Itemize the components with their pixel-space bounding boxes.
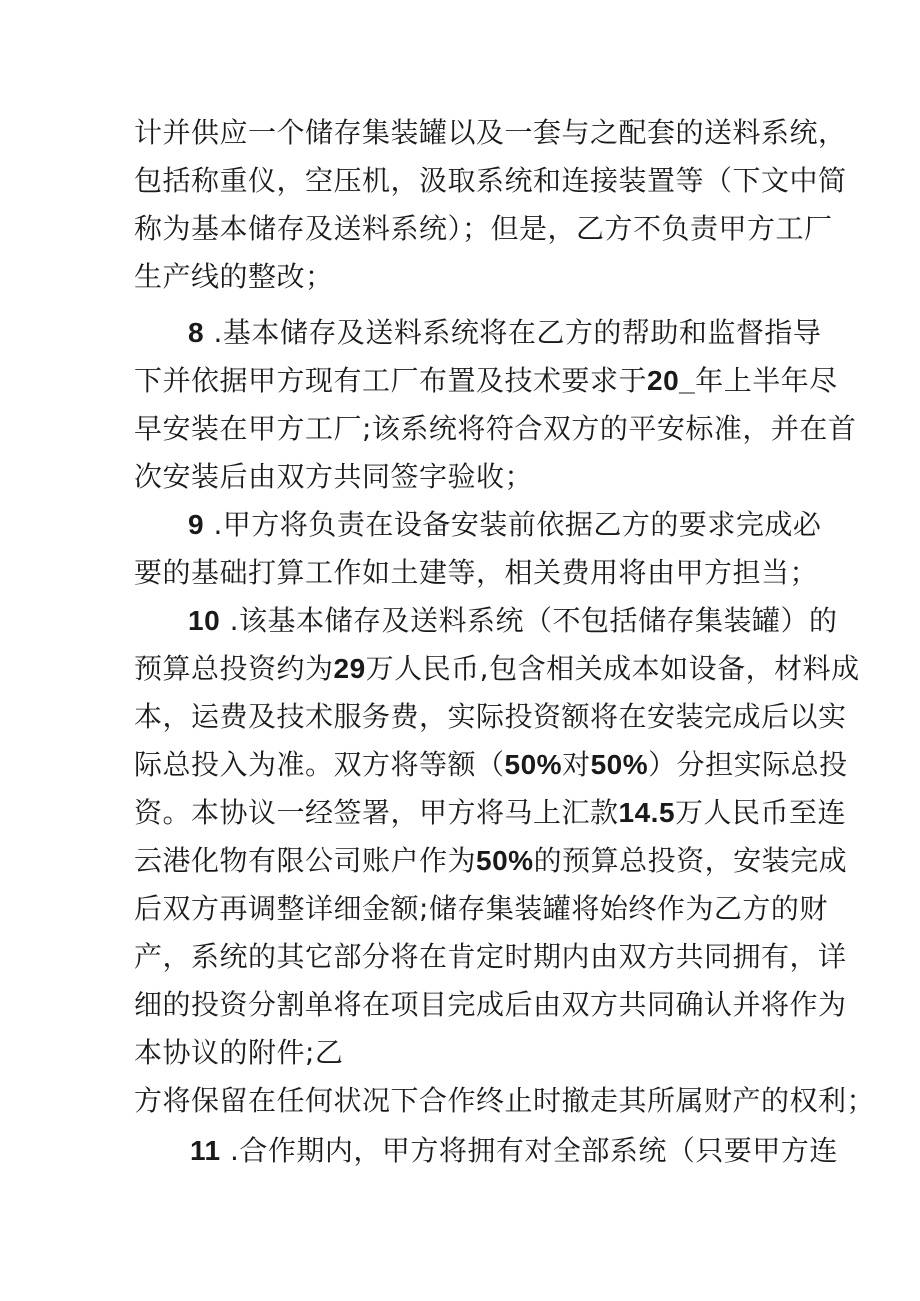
text-line [134, 982, 847, 1028]
item-number: 10 [188, 605, 221, 636]
line-text: 对 [562, 748, 591, 781]
line-text: 次安装后由双方共同签字验收； [134, 460, 534, 493]
line-text: 细的投资分割单将在项目完成后由双方共同确认并将作为 [134, 988, 847, 1021]
amount-value: 14.5 [618, 797, 676, 828]
text-line [134, 646, 860, 692]
line-text: 早安装在甲方工厂;该系统将符合双方的平安标准，并在首 [134, 412, 857, 445]
line-text: 万人民币,包含相关成本如设备，材料成 [365, 652, 860, 685]
paragraph-start-11 [190, 1128, 870, 1174]
line-text: 称为基本储存及送料系统）；但是，乙方不负责甲方工厂 [134, 212, 833, 245]
text-line [134, 254, 814, 300]
line-text: 预算总投资约为 [134, 652, 334, 685]
text-line [134, 110, 847, 156]
line-text: ）分担实际总投 [648, 748, 848, 781]
text-line [134, 358, 838, 404]
line-text: .合作期内，甲方将拥有对全部系统（只要甲方连 [230, 1134, 838, 1167]
text-line [134, 742, 848, 788]
line-text: .甲方将负责在设备安装前依据乙方的要求完成必 [213, 508, 822, 541]
line-text: .基本储存及送料系统将在乙方的帮助和监督指导 [213, 316, 822, 349]
line-text: 包括称重仪，空压机，汲取系统和连接装置等（下文中简 [134, 164, 847, 197]
line-text: 资。本协议一经签署，甲方将马上汇款 [134, 796, 619, 829]
text-line [134, 1078, 876, 1124]
line-text: 生产线的整改； [134, 260, 334, 293]
paragraph-start-9 [188, 502, 868, 548]
line-text: 计并供应一个储存集装罐以及一套与之配套的送料系统， [134, 116, 847, 149]
item-number: 8 [188, 317, 205, 348]
line-text: 的预算总投资，安装完成 [533, 844, 848, 877]
text-line [134, 790, 847, 836]
text-line [134, 454, 814, 500]
line-text: 本，运费及技术服务费，实际投资额将在安装完成后以实 [134, 700, 847, 733]
line-text: 万人民币至连 [675, 796, 847, 829]
line-text: 云港化物有限公司账户作为 [134, 844, 477, 877]
percent-value: 50% [476, 845, 534, 876]
year-value: 20_ [647, 365, 696, 396]
text-line [134, 406, 857, 452]
percent-value: 50% [504, 749, 563, 780]
text-line [134, 206, 833, 252]
text-line [134, 934, 847, 980]
line-text: 方将保留在任何状况下合作终止时撤走其所属财产的权利； [134, 1084, 876, 1117]
item-number: 11 [190, 1135, 221, 1166]
text-line [134, 886, 828, 932]
text-line [134, 694, 847, 740]
paragraph-start-8 [188, 310, 868, 356]
item-number: 9 [188, 509, 205, 540]
line-text: 年上半年尽 [695, 364, 838, 397]
line-text: 产，系统的其它部分将在肯定时期内由双方共同拥有，详 [134, 940, 847, 973]
text-line [134, 550, 819, 596]
line-text: 要的基础打算工作如土建等，相关费用将由甲方担当； [134, 556, 819, 589]
text-line [134, 838, 848, 884]
percent-value: 50% [590, 749, 649, 780]
paragraph-start-10 [188, 598, 868, 644]
line-text: 下并依据甲方现有工厂布置及技术要求于 [134, 364, 648, 397]
text-line [134, 158, 847, 204]
line-text: 后双方再调整详细金额;储存集装罐将始终作为乙方的财 [134, 892, 828, 925]
amount-value: 29 [333, 653, 366, 684]
line-text: 际总投入为准。双方将等额（ [134, 748, 505, 781]
line-text: .该基本储存及送料系统（不包括储存集装罐）的 [229, 604, 838, 637]
text-line [134, 1030, 814, 1076]
line-text: 本协议的附件;乙 [134, 1036, 344, 1069]
